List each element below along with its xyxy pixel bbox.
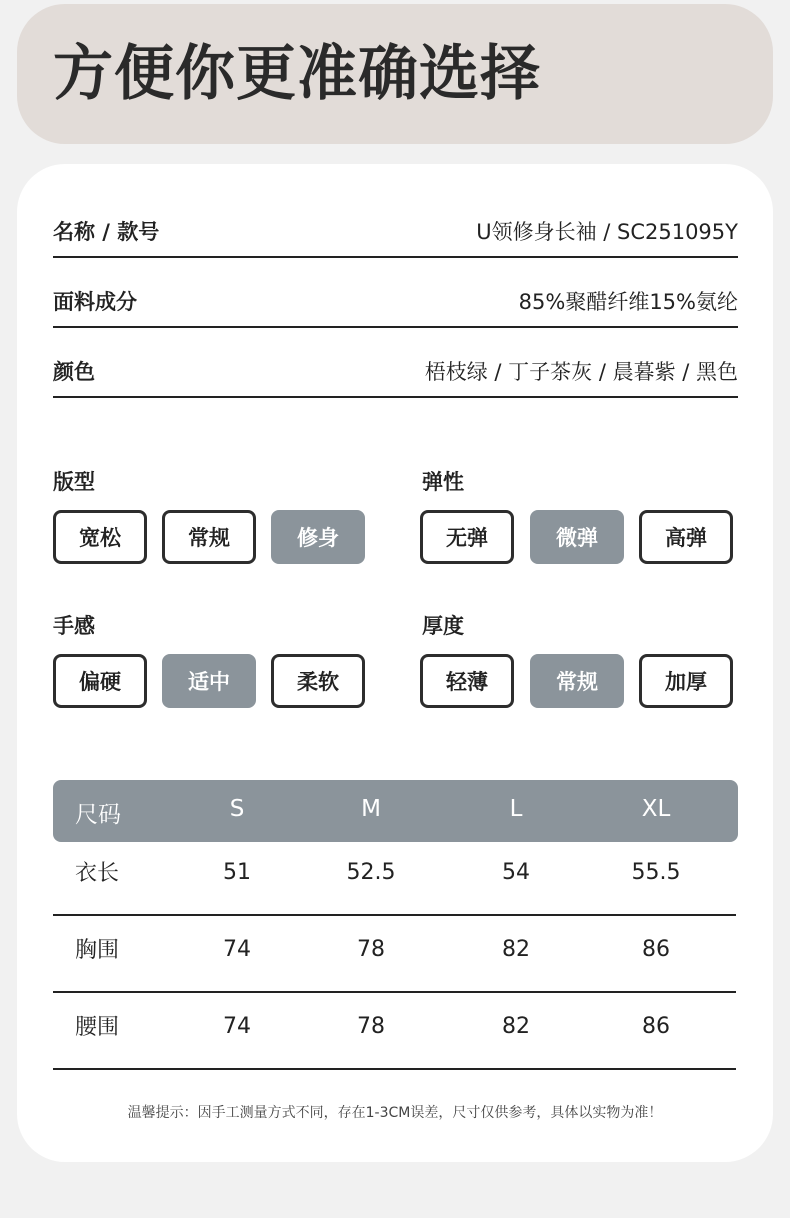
table-row (53, 998, 736, 1070)
thickness-option-thin: 轻薄 (420, 654, 514, 708)
table-cell: 54 (502, 860, 530, 885)
thickness-option-thick: 加厚 (639, 654, 733, 708)
table-cell: 51 (223, 860, 251, 885)
measurement-note: 温馨提示：因手工测量方式不同，存在1-3CM误差，尺寸仅供参考，具体以实物为准！ (127, 1105, 663, 1121)
feel-title: 手感 (53, 614, 95, 638)
table-cell: 52.5 (346, 860, 396, 885)
table-cell: 82 (502, 1014, 530, 1039)
fit-option-loose: 宽松 (53, 510, 147, 564)
size-header-xl: XL (641, 796, 671, 822)
page-title: 方便你更准确选择 (53, 39, 541, 109)
header-banner (17, 4, 773, 144)
info-label: 面料成分 (53, 290, 137, 314)
feel-option-stiff: 偏硬 (53, 654, 147, 708)
fit-title: 版型 (53, 470, 95, 494)
info-row-fabric (53, 290, 738, 328)
fit-option-slim-selected: 修身 (271, 510, 365, 564)
elasticity-option-slight-selected: 微弹 (530, 510, 624, 564)
table-cell: 78 (357, 937, 385, 962)
thickness-title: 厚度 (422, 614, 464, 638)
feel-option-soft: 柔软 (271, 654, 365, 708)
size-header-label: 尺码 (75, 802, 121, 828)
info-label: 颜色 (53, 360, 95, 384)
table-cell: 74 (223, 937, 251, 962)
info-label: 名称 / 款号 (53, 220, 160, 244)
size-header-s: S (229, 796, 245, 822)
thickness-option-regular-selected: 常规 (530, 654, 624, 708)
info-value: 85%聚醋纤维15%氨纶 (518, 290, 738, 314)
table-cell: 55.5 (631, 860, 681, 885)
table-row (53, 844, 736, 916)
elasticity-option-none: 无弹 (420, 510, 514, 564)
elasticity-option-high: 高弹 (639, 510, 733, 564)
info-value: 梧枝绿 / 丁子茶灰 / 晨暮紫 / 黑色 (424, 360, 738, 384)
row-label: 腰围 (75, 1015, 120, 1040)
info-row-color (53, 360, 738, 398)
info-value: U领修身长袖 / SC251095Y (476, 220, 738, 244)
elasticity-title: 弹性 (422, 470, 464, 494)
table-row (53, 921, 736, 993)
table-cell: 86 (642, 1014, 670, 1039)
table-cell: 78 (357, 1014, 385, 1039)
row-label: 衣长 (75, 861, 120, 886)
table-cell: 86 (642, 937, 670, 962)
info-row-name (53, 220, 738, 258)
row-label: 胸围 (75, 938, 120, 963)
spec-card (17, 164, 773, 1162)
size-header-m: M (361, 796, 381, 822)
size-table-header (53, 780, 738, 842)
fit-option-regular: 常规 (162, 510, 256, 564)
table-cell: 82 (502, 937, 530, 962)
table-cell: 74 (223, 1014, 251, 1039)
size-header-l: L (509, 796, 523, 822)
feel-option-medium-selected: 适中 (162, 654, 256, 708)
